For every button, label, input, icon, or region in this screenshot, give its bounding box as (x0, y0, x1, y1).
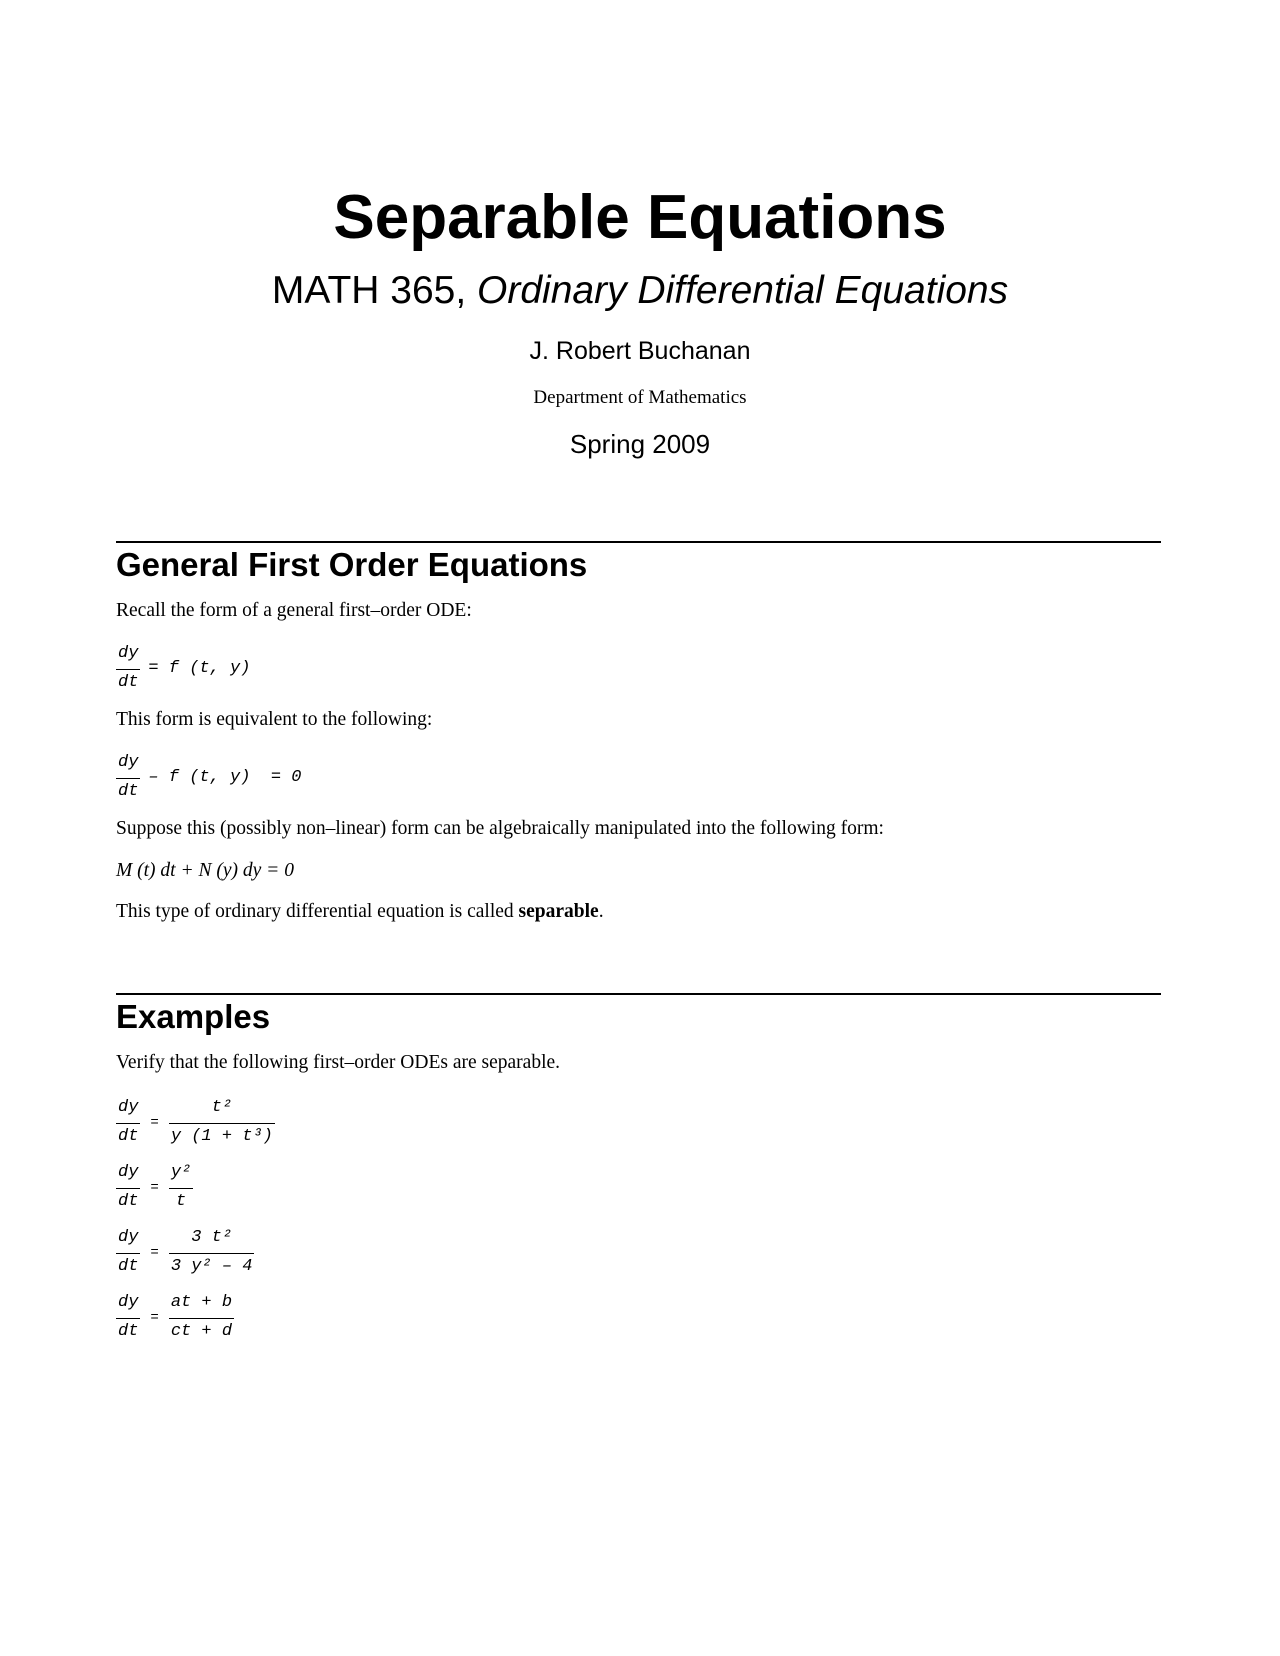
denominator: ct + d (170, 1322, 233, 1341)
section-general-first-order (116, 541, 1161, 924)
paragraph-equivalent: This form is equivalent to the following: (116, 709, 433, 730)
equation-general-ode (116, 643, 1161, 694)
denominator: 3 y² – 4 (170, 1257, 253, 1276)
fraction-dy-dt (116, 643, 140, 694)
fraction-bar (116, 1123, 140, 1124)
paragraph-examples-intro: Verify that the following first–order ODEs are separable. (116, 1052, 561, 1073)
rhs-fraction (169, 1162, 193, 1213)
lhs-fraction (116, 1292, 140, 1343)
fraction-bar (116, 1188, 140, 1189)
numerator: dy (118, 753, 139, 772)
numerator: dy (118, 644, 139, 663)
example-equation-3 (116, 1227, 1161, 1278)
denominator: dt (118, 782, 139, 801)
author: J. Robert Buchanan (529, 337, 751, 365)
denominator: dt (118, 1257, 139, 1276)
rhs-fraction (169, 1227, 255, 1278)
paragraph-separable-definition (116, 900, 1161, 924)
fraction-dy-dt (116, 752, 140, 803)
equation-equivalent-form (116, 752, 1161, 803)
fraction-bar (169, 1188, 193, 1189)
paragraph-suppose: Suppose this (possibly non–linear) form can be algebraically manipulated into the following form: (116, 818, 884, 839)
denominator: dt (118, 1192, 139, 1211)
fraction-bar (116, 1253, 140, 1254)
numerator: at + b (170, 1293, 233, 1312)
department: Department of Mathematics (533, 387, 747, 408)
numerator: 3 t² (191, 1228, 233, 1247)
rhs-fraction (169, 1097, 275, 1148)
equals-sign: = (150, 1114, 159, 1131)
denominator: dt (118, 673, 139, 692)
denominator: dt (118, 1322, 139, 1341)
numerator: t² (211, 1098, 233, 1117)
title-block (0, 182, 1280, 460)
section-rule (116, 541, 1161, 543)
numerator: dy (118, 1098, 139, 1117)
examples-list (116, 1097, 1161, 1343)
numerator: y² (170, 1163, 192, 1182)
course-name: Ordinary Differential Equations (477, 269, 1009, 312)
document-title: Separable Equations (333, 183, 947, 252)
paragraph-intro: Recall the form of a general first–order ODE: (116, 600, 472, 621)
course-subtitle (0, 268, 1280, 314)
fraction-bar (116, 1318, 140, 1319)
numerator: dy (118, 1163, 139, 1182)
denominator: dt (118, 1127, 139, 1146)
term-separable: separable (518, 901, 599, 922)
example-equation-2 (116, 1162, 1161, 1213)
definition-text: This type of ordinary differential equation is called (116, 901, 519, 922)
definition-period: . (598, 901, 604, 922)
equation-rhs: = f (t, y) (148, 659, 251, 678)
equals-sign: = (150, 1244, 159, 1261)
lhs-fraction (116, 1227, 140, 1278)
numerator: dy (118, 1228, 139, 1247)
fraction-bar (116, 778, 140, 779)
term: Spring 2009 (569, 429, 711, 459)
denominator: y (1 + t³) (170, 1127, 273, 1146)
example-equation-1 (116, 1097, 1161, 1148)
fraction-bar (169, 1318, 234, 1319)
fraction-bar (169, 1123, 275, 1124)
equals-sign: = (150, 1179, 159, 1196)
fraction-bar (116, 669, 140, 670)
rhs-fraction (169, 1292, 234, 1343)
example-equation-4 (116, 1292, 1161, 1343)
section-heading: Examples (116, 998, 271, 1035)
lhs-fraction (116, 1162, 140, 1213)
lhs-fraction (116, 1097, 140, 1148)
denominator: t (175, 1192, 187, 1211)
numerator: dy (118, 1293, 139, 1312)
equals-sign: = (150, 1309, 159, 1326)
fraction-bar (169, 1253, 255, 1254)
equation-separable-form: M (t) dt + N (y) dy = 0 (116, 860, 294, 881)
course-code: MATH 365, (271, 269, 478, 312)
section-heading: General First Order Equations (116, 546, 588, 583)
section-examples (116, 993, 1161, 1343)
equation-rhs: – f (t, y) = 0 (148, 768, 302, 787)
section-rule (116, 993, 1161, 995)
